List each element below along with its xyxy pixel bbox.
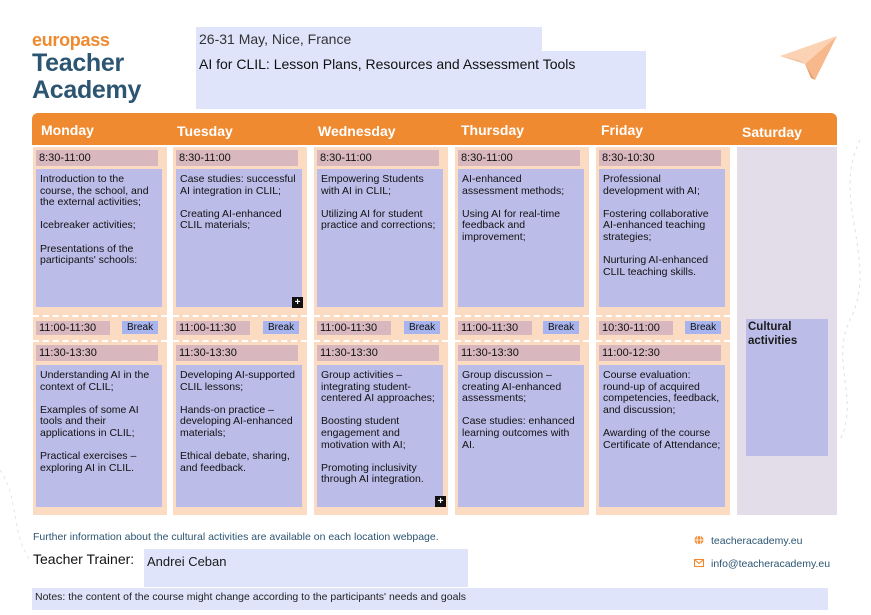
day-friday: Friday (601, 122, 644, 138)
divider (314, 340, 448, 342)
globe-icon (694, 535, 704, 545)
morning-session (36, 169, 162, 307)
session-item: Creating AI-enhanced CLIL materials; (180, 207, 282, 232)
break-time: 10:30-11:00 (599, 321, 673, 335)
afternoon-time: 11:30-13:30 (458, 345, 580, 361)
session-item: Nurturing AI-enhanced CLIL teaching skills. (603, 254, 709, 278)
session-item: Hands-on practice – developing AI-enhanced materials; (180, 403, 293, 439)
website-text: teacheracademy.eu (711, 535, 803, 547)
divider (314, 315, 448, 317)
day-monday: Monday (41, 122, 94, 138)
session-item: Understanding AI in the context of CLIL; (40, 369, 150, 393)
divider (455, 340, 589, 342)
morning-time: 8:30-11:00 (458, 150, 580, 166)
break-time: 11:00-11:30 (317, 321, 391, 335)
logo-line-2: Academy (32, 76, 142, 104)
break-time: 11:00-11:30 (458, 321, 532, 335)
session-item: Awarding of the course Certificate of Attendance; (603, 426, 721, 451)
day-wednesday: Wednesday (318, 123, 396, 139)
teacher-trainer-name: Andrei Ceban (144, 549, 468, 587)
afternoon-time: 11:30-13:30 (36, 345, 158, 361)
afternoon-session (599, 365, 725, 507)
session-item: Utilizing AI for student practice and corrections; (321, 207, 436, 232)
divider (33, 340, 167, 342)
divider (596, 315, 730, 317)
day-tuesday: Tuesday (177, 123, 233, 139)
logo-europass: europass (32, 30, 110, 50)
afternoon-time: 11:30-13:30 (176, 345, 298, 361)
morning-session (317, 169, 443, 307)
break-time: 11:00-11:30 (176, 321, 250, 335)
email-link[interactable] (694, 558, 830, 570)
expand-plus-icon[interactable]: + (435, 496, 446, 507)
session-item: Group activities – integrating student-centered AI approaches; (321, 369, 435, 405)
day-column-thursday (455, 147, 589, 515)
afternoon-time: 11:00-12:30 (599, 345, 721, 361)
afternoon-session (176, 365, 302, 507)
course-dates-location: 26-31 May, Nice, France (196, 27, 542, 51)
day-column-monday (33, 147, 167, 515)
day-column-saturday (737, 147, 837, 515)
afternoon-time: 11:30-13:30 (317, 345, 439, 361)
europass-teacher-academy-logo (32, 30, 141, 104)
day-thursday: Thursday (461, 122, 525, 138)
session-item: Fostering collaborative AI-enhanced teaching strategies; (603, 207, 709, 243)
afternoon-session (458, 365, 584, 507)
day-column-wednesday (314, 147, 448, 515)
day-column-friday (596, 147, 730, 515)
session-item: Course evaluation: round-up of acquired competencies, feedback, and discussion; (603, 369, 720, 416)
expand-plus-icon[interactable]: + (292, 297, 303, 308)
morning-session (176, 169, 302, 307)
break-badge: Break (543, 321, 579, 334)
cultural-activities: Cultural activities (746, 319, 828, 456)
break-badge: Break (263, 321, 299, 334)
teacher-trainer-label: Teacher Trainer: (33, 551, 135, 567)
divider (455, 315, 589, 317)
course-notes: Notes: the content of the course might change according to the participants' needs and goals (32, 588, 828, 610)
break-badge: Break (685, 321, 721, 334)
further-info-text: Further information about the cultural activities are available on each location webpage. (33, 531, 439, 543)
break-badge: Break (122, 321, 158, 334)
afternoon-session (317, 365, 443, 507)
weekday-header-bar (32, 113, 837, 145)
morning-session (599, 169, 725, 307)
break-badge: Break (404, 321, 440, 334)
session-item: Using AI for real-time feedback and improvement; (462, 207, 561, 243)
morning-time: 8:30-11:00 (317, 150, 439, 166)
session-item: Introduction to the course, the school, and the external activities; (40, 173, 149, 209)
website-link[interactable] (694, 535, 802, 547)
morning-time: 8:30-11:00 (36, 150, 158, 166)
paper-plane-icon (775, 34, 845, 84)
session-item: Boosting student engagement and motivation with AI; (321, 415, 406, 451)
session-item: AI-enhanced assessment methods; (462, 173, 565, 197)
session-item: Case studies: enhanced learning outcomes with AI. (462, 415, 575, 451)
email-text: info@teacheracademy.eu (711, 558, 831, 570)
session-item: Promoting inclusivity through AI integration. (321, 461, 424, 486)
session-item: Professional development with AI; (603, 173, 700, 197)
course-title: AI for CLIL: Lesson Plans, Resources and Assessment Tools (196, 51, 646, 109)
break-time: 11:00-11:30 (36, 321, 110, 335)
session-item: Examples of some AI tools and their applications in CLIL; (40, 403, 139, 439)
session-item: Practical exercises – exploring AI in CLIL. (40, 450, 137, 474)
session-item: Group discussion – creating AI-enhanced assessments; (462, 369, 562, 405)
morning-time: 8:30-10:30 (599, 150, 721, 166)
morning-session (458, 169, 584, 307)
session-item: Case studies: successful AI integration in CLIL; (180, 173, 296, 197)
session-item: Empowering Students with AI in CLIL; (321, 173, 424, 197)
afternoon-session (36, 365, 162, 507)
envelope-icon (694, 558, 704, 568)
session-item: Ethical debate, sharing, and feedback. (180, 450, 290, 474)
session-item: Presentations of the participants' schools: (40, 242, 138, 267)
divider (596, 340, 730, 342)
divider (173, 315, 307, 317)
divider (173, 340, 307, 342)
divider (33, 315, 167, 317)
session-item: Icebreaker activities; (40, 219, 136, 232)
session-item: Developing AI-supported CLIL lessons; (180, 369, 295, 393)
day-saturday: Saturday (742, 124, 802, 140)
day-column-tuesday (173, 147, 307, 515)
logo-line-1: Teacher (32, 49, 124, 77)
morning-time: 8:30-11:00 (176, 150, 298, 166)
